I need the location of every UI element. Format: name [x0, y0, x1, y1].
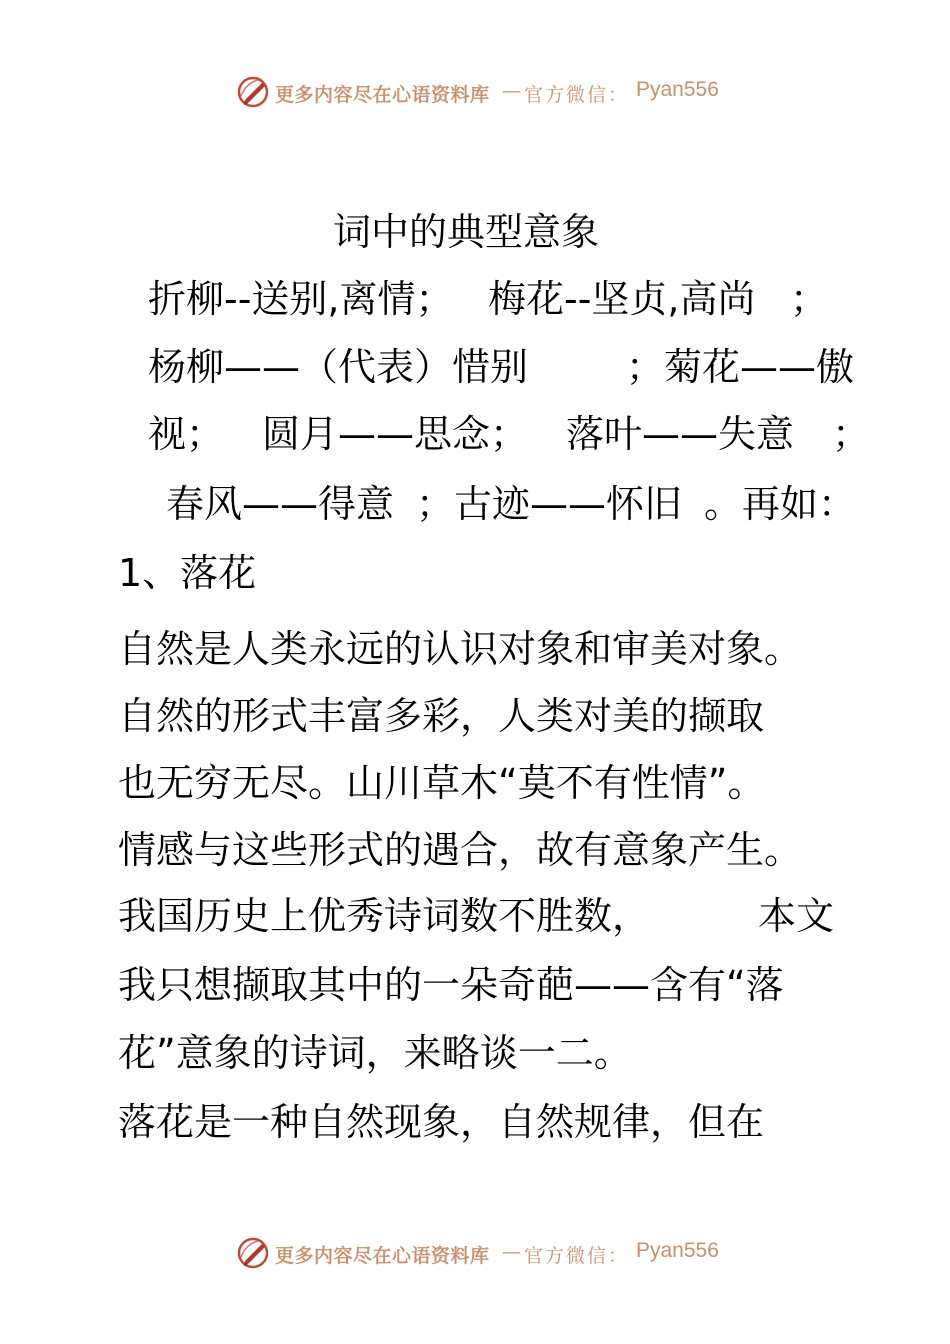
intro-segment: 圆月——思念； — [261, 412, 528, 456]
body-line — [118, 894, 834, 938]
watermark-header — [0, 72, 950, 112]
intro-segment: 。再如： — [703, 482, 856, 526]
intro-segment: 梅花--坚贞,高尚 — [487, 277, 756, 321]
page-title: 词中的典型意象 — [333, 210, 600, 254]
body-line: 情感与这些形式的遇合，故有意象产生。 — [118, 828, 803, 872]
intro-segment: ； — [831, 412, 870, 456]
watermark-wechat-id: Pyan556 — [636, 78, 719, 101]
watermark-wechat-id: Pyan556 — [636, 1239, 719, 1262]
body-segment: 我国历史上优秀诗词数不胜数， — [118, 894, 651, 938]
intro-line-3 — [148, 412, 870, 456]
intro-line-1 — [148, 277, 828, 321]
body-line: 自然的形式丰富多彩，人类对美的撷取 — [118, 694, 765, 738]
watermark-dash: — — [502, 1241, 521, 1263]
watermark-text: 更多内容尽在心语资料库 — [275, 84, 490, 106]
watermark-dash: — — [502, 80, 521, 102]
body-line: 我只想撷取其中的一朵奇葩——含有“落 — [118, 963, 784, 1007]
section-heading: 1、落花 — [118, 551, 257, 595]
body-line: 也无穷无尽。山川草木“莫不有性情”。 — [118, 761, 766, 805]
body-segment: 本文 — [757, 894, 834, 938]
intro-segment: 杨柳——（代表）惜别 — [148, 345, 529, 389]
intro-segment: ；古迹——怀旧 — [415, 482, 682, 526]
body-line: 落花是一种自然现象，自然规律，但在 — [118, 1100, 765, 1144]
watermark-wechat-label: 官方微信： — [524, 84, 630, 106]
body-line: 花”意象的诗词，来略谈一二。 — [118, 1031, 632, 1075]
intro-segment: 落叶——失意 — [565, 412, 794, 456]
watermark-footer — [0, 1233, 950, 1273]
intro-segment: 折柳--送别,离情； — [148, 277, 454, 321]
intro-line-4 — [166, 482, 856, 526]
intro-segment: ； — [789, 277, 828, 321]
watermark-wechat-label: 官方微信： — [524, 1245, 630, 1267]
intro-segment: ；菊花——傲 — [625, 345, 854, 389]
watermark-text: 更多内容尽在心语资料库 — [275, 1245, 490, 1267]
intro-segment: 春风——得意 — [166, 482, 395, 526]
intro-line-2 — [148, 345, 854, 389]
pen-logo-icon — [236, 1235, 272, 1271]
pen-logo-icon — [236, 74, 272, 110]
body-line: 自然是人类永远的认识对象和审美对象。 — [118, 627, 803, 671]
intro-segment: 视； — [148, 412, 225, 456]
